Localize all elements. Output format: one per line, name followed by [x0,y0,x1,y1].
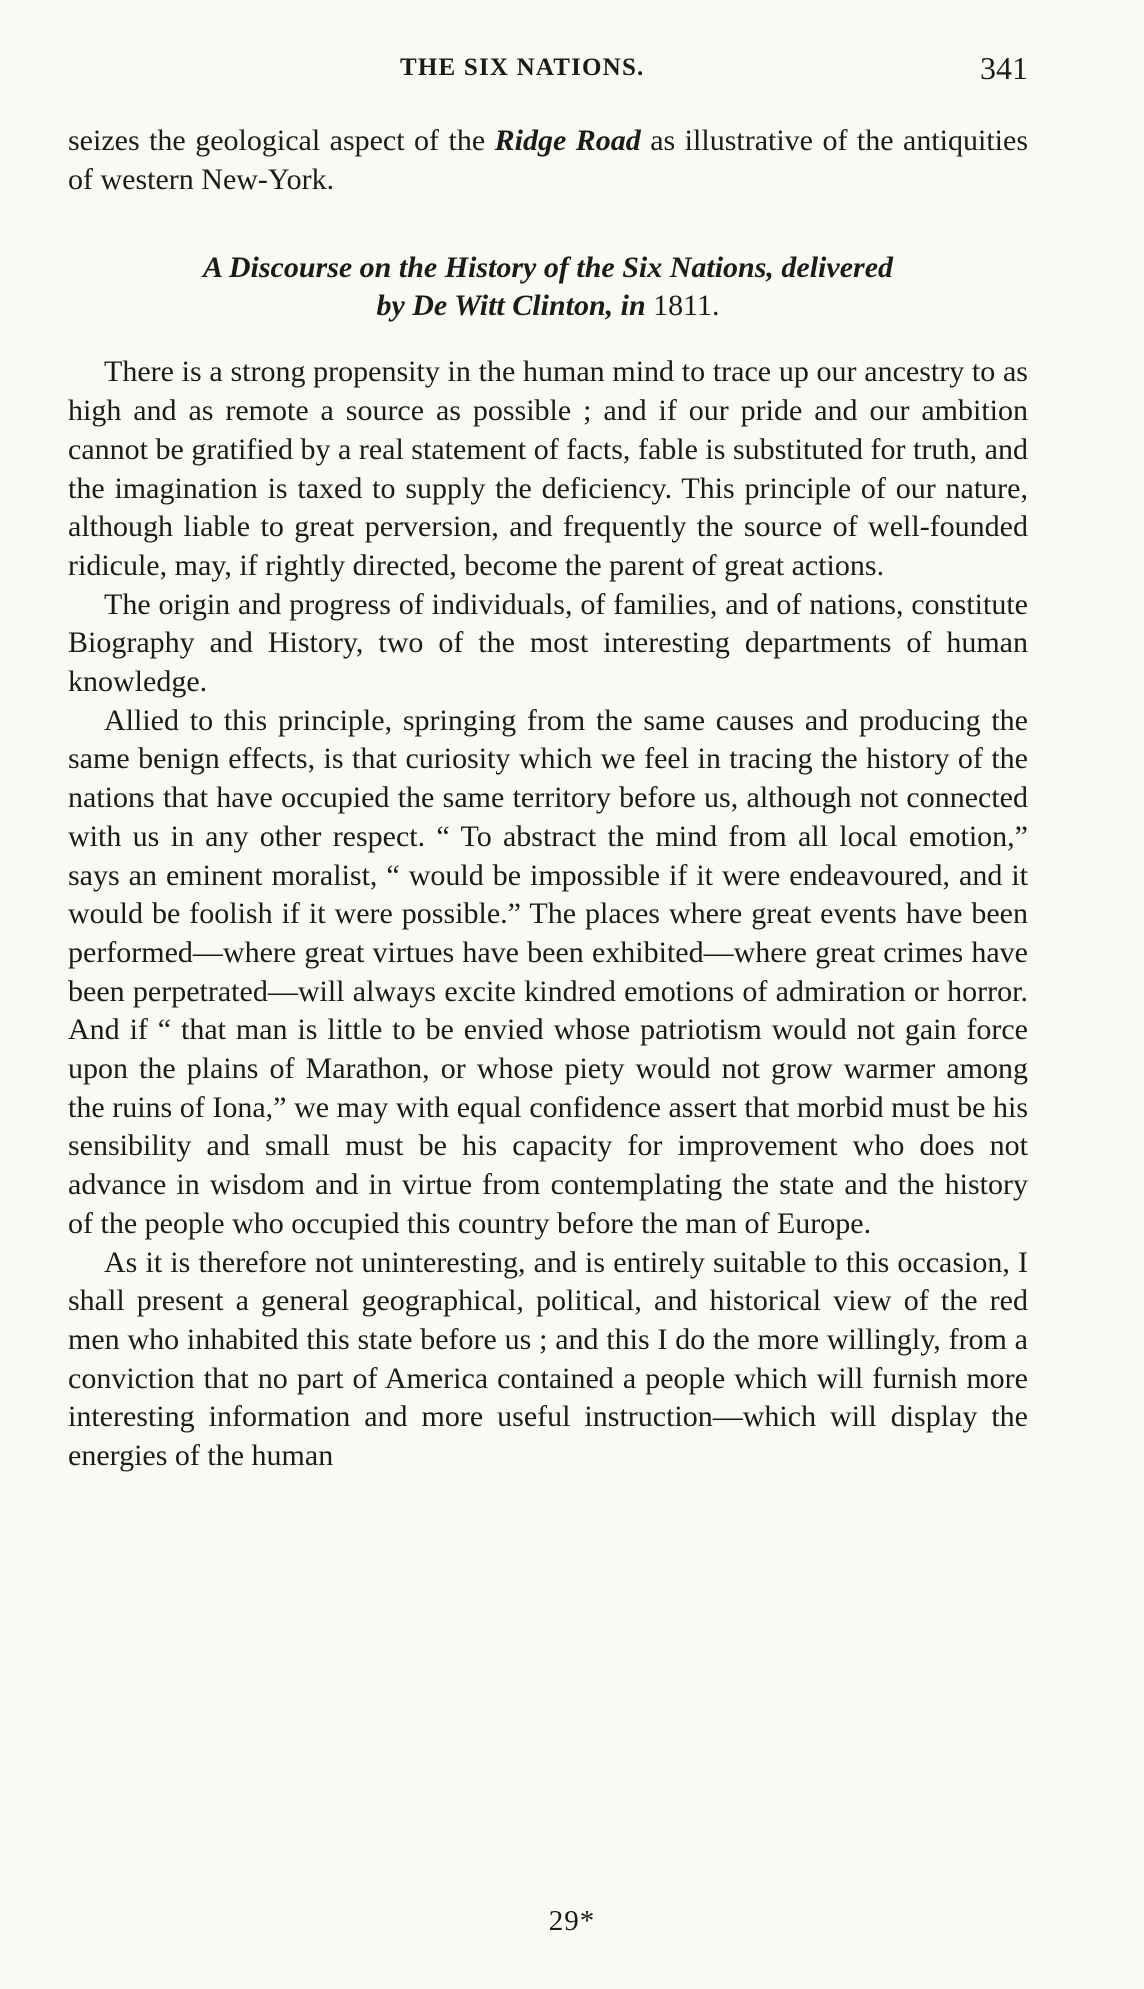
section-heading [68,249,1028,325]
intro-italic-title: Ridge Road [494,124,641,157]
paragraph-2: The origin and progress of individuals, of families, and of nations, constitute Biography and History, two of the most interesting departments of human knowledge. [68,587,1028,699]
paragraph-1: There is a strong propensity in the human mind to trace up our ancestry to as high and as remote a source as possible ; and if our pride and our ambition cannot be gratified by a real statement of facts, fable is substituted for truth, and the imagination is taxed to supply the deficiency. This principle of our nature, although liable to great perversion, and frequently the source of well-founded ridicule, may, if rightly directed, become the parent of great actions. [68,355,1028,582]
intro-text-after: as illustrative of the antiquities of western New-York. [68,124,1029,196]
running-title: THE SIX NATIONS. [400,54,645,81]
intro-text-before: seizes the geological aspect of the [68,124,495,157]
signature-mark: 29* [548,1905,596,1937]
heading-author: by De Witt Clinton, in [376,289,646,323]
page-header [68,50,1028,94]
heading-line-1: A Discourse on the History of the Six Nations, delivered [202,251,894,285]
paragraph-4: As it is therefore not uninteresting, and is entirely suitable to this occasion, I shall present a general geographical, political, and historical view of the red men who inhabited this state before us ; and this I do the more willingly, from a conviction that no part of America contained a people which will furnish more interesting information and more useful instruction—which will display the energies of the human [68,1245,1028,1473]
heading-line-2 [68,287,1028,325]
intro-paragraph [68,122,1028,199]
heading-year: 1811. [653,289,720,323]
paragraph-3: Allied to this principle, springing from the same causes and producing the same benign effects, is that curiosity which we feel in tracing the history of the nations that have occupied the same territory before us, although not connected with us in any other respect. “ To abstract the mind from all local emotion,” says an eminent moralist, “ would be impossible if it were endeavoured, and it would be foolish if it were possible.” The places where great events have been performed—where great virtues have been exhibited—where great crimes have been perpetrated—will always excite kindred emotions of admiration or horror. And if “ that man is little to be envied whose patriotism would not gain force upon the plains of Marathon, or whose piety would not grow warmer among the ruins of Iona,” we may with equal confidence assert that morbid must be his sensibility and small must be his capacity for improvement who does not advance in wisdom and in virtue from contemplating the state and the history of the people who occupied this country before the man of Europe. [68,703,1028,1240]
page-number: 341 [980,50,1028,86]
body-text [68,122,1028,1476]
